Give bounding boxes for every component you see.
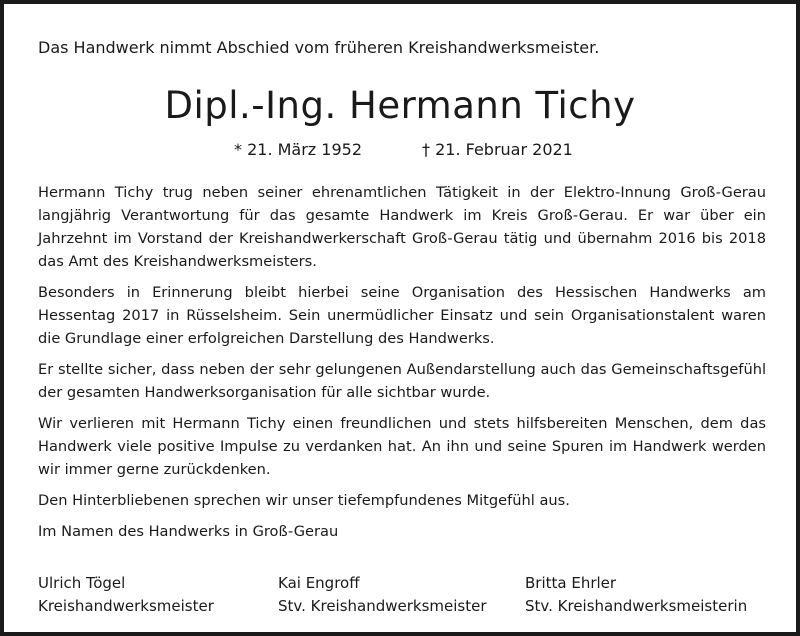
signatory <box>278 572 487 618</box>
paragraph-farewell: Wir verlieren mit Hermann Tichy einen freundlichen und stets hilfsbereiten Menschen, dem das Handwerk viele positive Impulse zu verdanken hat. An ihn und seine Spuren im Handwerk werden wir immer gerne zurückdenken. <box>38 415 766 478</box>
deceased-name: Dipl.-Ing. Hermann Tichy <box>164 84 636 127</box>
signatory-name: Britta Ehrler <box>525 574 617 592</box>
signatory <box>525 572 747 618</box>
notice-body <box>38 181 766 551</box>
paragraph-community: Er stellte sicher, dass neben der sehr gelungenen Außendarstellung auch das Gemeinschaftsgefühl der gesamten Handwerksorganisation für alle sichtbar wurde. <box>38 361 766 401</box>
intro-line: Das Handwerk nimmt Abschied vom früheren Kreishandwerksmeister. <box>38 38 600 57</box>
signatory-role: Stv. Kreishandwerksmeisterin <box>525 597 748 615</box>
paragraph-hessentag: Besonders in Erinnerung bleibt hierbei seine Organisation des Hessischen Handwerks am Hessentag 2017 in Rüsselsheim. Sein unermüdlicher Einsatz und sein Organisationstalent waren die Grundlage einer erfolgreichen Darstellung des Handwerks. <box>38 284 766 347</box>
birth-date: * 21. März 1952 <box>234 140 363 159</box>
paragraph-condolence: Den Hinterbliebenen sprechen wir unser tiefempfundenes Mitgefühl aus. <box>38 492 570 509</box>
signatory-role: Stv. Kreishandwerksmeister <box>278 597 487 615</box>
signatory-name: Kai Engroff <box>278 574 360 592</box>
paragraph-on-behalf: Im Namen des Handwerks in Groß-Gerau <box>38 523 339 540</box>
signatory-role: Kreishandwerksmeister <box>38 597 214 615</box>
signatory <box>38 572 214 618</box>
paragraph-career: Hermann Tichy trug neben seiner ehrenamtlichen Tätigkeit in der Elektro-Innung Groß-Gerau langjährig Verantwortung für das gesamte Handwerk im Kreis Groß-Gerau. Er war über ein Jahrzehnt im Vorstand der Kreishandwerkerschaft Groß-Gerau tätig und übernahm 2016 bis 2018 das Amt des Kreishandwerksmeisters. <box>38 184 766 270</box>
signatory-name: Ulrich Tögel <box>38 574 126 592</box>
death-date: † 21. Februar 2021 <box>422 140 573 159</box>
